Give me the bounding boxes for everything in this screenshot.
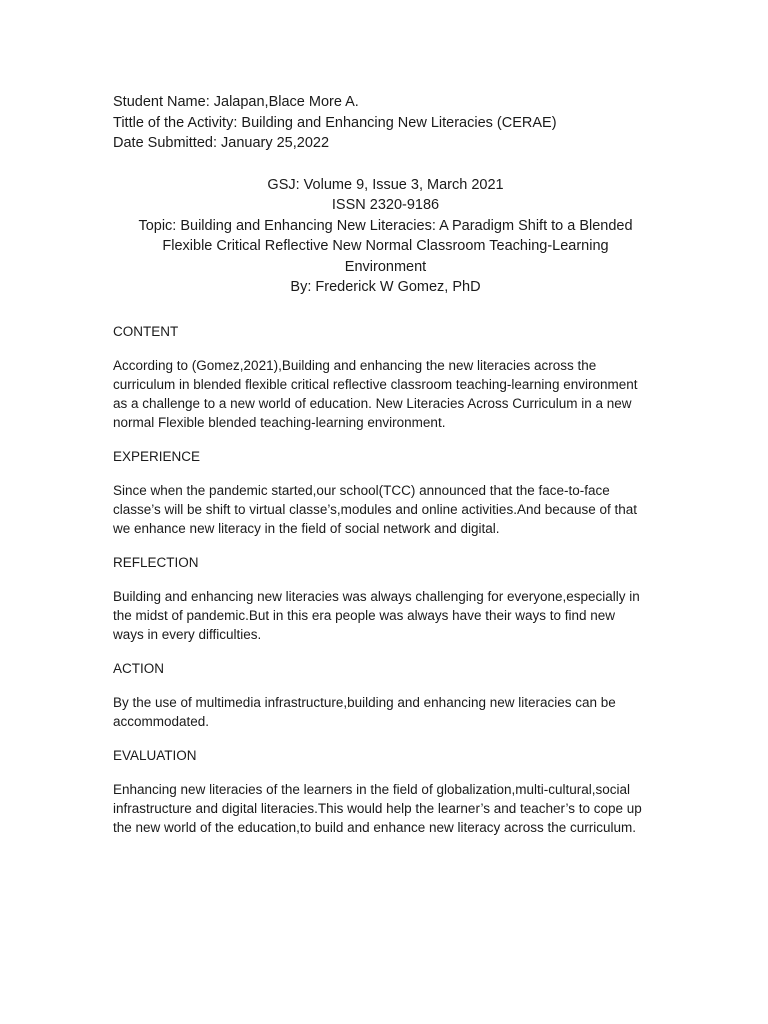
topic-line: Flexible Critical Reflective New Normal Classroom Teaching-Learning (162, 238, 609, 254)
body-line: as a challenge to a new world of education. New Literacies Across Curriculum in a new (113, 395, 632, 411)
body-line: Enhancing new literacies of the learners in the field of globalization,multi-cultural,social (113, 781, 631, 797)
section-evaluation (113, 746, 658, 837)
activity-title: Tittle of the Activity: Building and Enhancing New Literacies (CERAE) (113, 114, 557, 131)
section-heading: EXPERIENCE (113, 448, 201, 464)
document-page (113, 92, 658, 837)
body-line: By the use of multimedia infrastructure,building and enhancing new literacies can be (113, 694, 616, 710)
body-line: According to (Gomez,2021),Building and enhancing the new literacies across the (113, 357, 597, 373)
body-line: Building and enhancing new literacies was always challenging for everyone,especially in (113, 588, 640, 604)
section-body (113, 693, 658, 731)
citation-block (113, 175, 658, 298)
body-line: the midst of pandemic.But in this era people was always have their ways to find new (113, 607, 616, 623)
section-heading: ACTION (113, 660, 165, 676)
section-experience (113, 447, 658, 538)
issn-line: ISSN 2320-9186 (331, 197, 440, 213)
body-line: classe’s will be shift to virtual classe’s,modules and online activities.And because of that (113, 501, 638, 517)
body-line: infrastructure and digital literacies.This would help the learner’s and teacher’s to cope up (113, 800, 642, 816)
section-body (113, 587, 658, 644)
journal-line: GSJ: Volume 9, Issue 3, March 2021 (267, 176, 504, 193)
body-line: normal Flexible blended teaching-learning environment. (113, 414, 446, 430)
section-action (113, 659, 658, 731)
section-body (113, 356, 658, 432)
body-line: the new world of the education,to build and enhance new literacy across the curriculum. (113, 819, 637, 835)
topic-line: Environment (344, 258, 427, 275)
section-heading: EVALUATION (113, 747, 197, 763)
date-submitted: Date Submitted: January 25,2022 (113, 135, 330, 151)
section-heading: REFLECTION (113, 554, 199, 570)
body-line: accommodated. (113, 713, 210, 729)
section-content (113, 322, 658, 432)
student-name: Student Name: Jalapan,Blace More A. (113, 94, 359, 110)
section-body (113, 481, 658, 538)
section-body (113, 780, 658, 837)
body-line: we enhance new literacy in the field of social network and digital. (113, 520, 500, 536)
topic-line: Topic: Building and Enhancing New Literacies: A Paradigm Shift to a Blended (138, 217, 633, 234)
section-reflection (113, 553, 658, 644)
body-line: ways in every difficulties. (113, 626, 262, 642)
author-line: By: Frederick W Gomez, PhD (290, 279, 481, 295)
body-line: curriculum in blended flexible critical reflective classroom teaching-learning environment (113, 376, 638, 392)
body-line: Since when the pandemic started,our school(TCC) announced that the face-to-face (113, 482, 610, 498)
section-heading: CONTENT (113, 323, 179, 339)
document-header (113, 92, 658, 154)
